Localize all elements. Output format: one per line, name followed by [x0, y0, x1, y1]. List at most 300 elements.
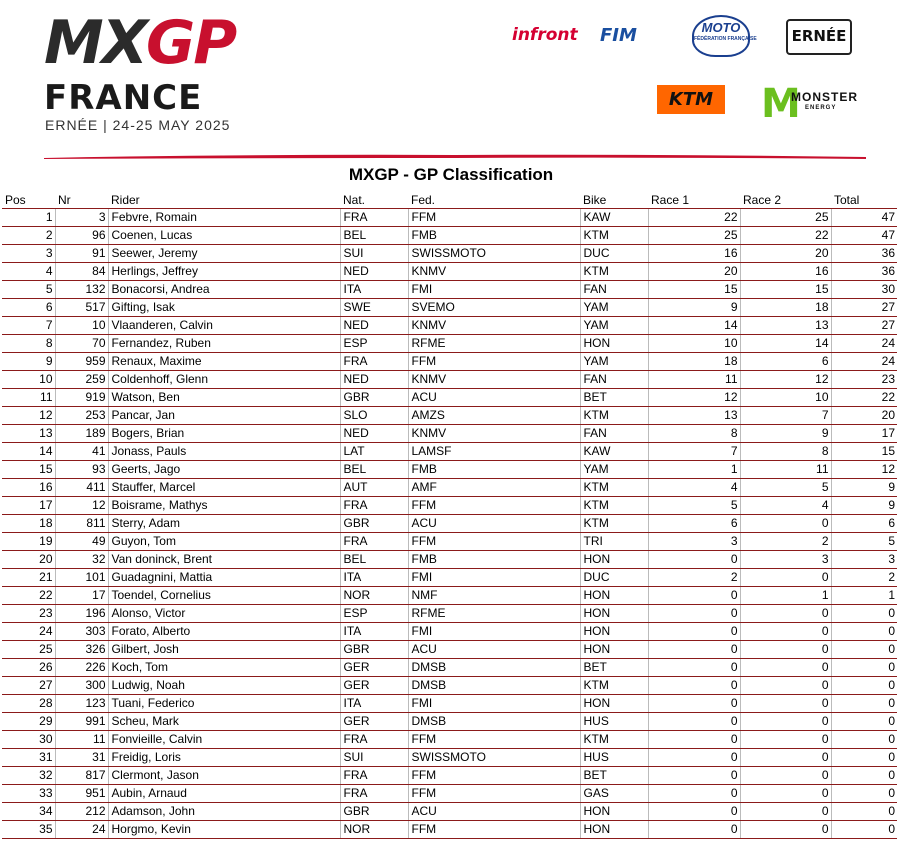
- cell-bike: FAN: [580, 281, 648, 299]
- cell-race2: 2: [740, 533, 831, 551]
- table-header-row: [2, 192, 897, 209]
- table-row: [2, 569, 897, 587]
- cell-nr: 17: [55, 587, 108, 605]
- cell-total: 5: [831, 533, 897, 551]
- cell-nr: 326: [55, 641, 108, 659]
- cell-bike: YAM: [580, 353, 648, 371]
- col-header-race2: Race 2: [740, 192, 831, 209]
- cell-bike: HON: [580, 821, 648, 839]
- ffm-logo-subtext: FÉDÉRATION FRANÇAISE: [694, 36, 757, 42]
- cell-pos: 23: [2, 605, 55, 623]
- cell-fed: SWISSMOTO: [408, 245, 580, 263]
- cell-race2: 11: [740, 461, 831, 479]
- cell-bike: BET: [580, 659, 648, 677]
- cell-race1: 2: [648, 569, 740, 587]
- infront-logo: infront: [512, 25, 578, 45]
- cell-race2: 0: [740, 641, 831, 659]
- cell-nat: ESP: [340, 605, 408, 623]
- cell-bike: DUC: [580, 245, 648, 263]
- cell-rider: Freidig, Loris: [108, 749, 340, 767]
- cell-race1: 0: [648, 587, 740, 605]
- cell-nr: 253: [55, 407, 108, 425]
- cell-race2: 0: [740, 515, 831, 533]
- cell-fed: FFM: [408, 533, 580, 551]
- cell-fed: DMSB: [408, 713, 580, 731]
- cell-race2: 0: [740, 623, 831, 641]
- cell-bike: KAW: [580, 209, 648, 227]
- cell-nat: FRA: [340, 785, 408, 803]
- cell-fed: KNMV: [408, 263, 580, 281]
- cell-race2: 0: [740, 731, 831, 749]
- cell-nr: 31: [55, 749, 108, 767]
- cell-fed: FMB: [408, 227, 580, 245]
- cell-rider: Fernandez, Ruben: [108, 335, 340, 353]
- cell-pos: 21: [2, 569, 55, 587]
- cell-nat: BEL: [340, 227, 408, 245]
- table-row: [2, 623, 897, 641]
- cell-bike: HUS: [580, 713, 648, 731]
- cell-nr: 959: [55, 353, 108, 371]
- cell-nat: SUI: [340, 749, 408, 767]
- cell-pos: 14: [2, 443, 55, 461]
- cell-bike: KTM: [580, 497, 648, 515]
- cell-total: 36: [831, 263, 897, 281]
- cell-fed: SVEMO: [408, 299, 580, 317]
- cell-nr: 919: [55, 389, 108, 407]
- cell-race1: 6: [648, 515, 740, 533]
- cell-bike: TRI: [580, 533, 648, 551]
- cell-rider: Scheu, Mark: [108, 713, 340, 731]
- cell-fed: AMF: [408, 479, 580, 497]
- cell-pos: 12: [2, 407, 55, 425]
- cell-race1: 14: [648, 317, 740, 335]
- cell-nat: NOR: [340, 587, 408, 605]
- cell-race1: 5: [648, 497, 740, 515]
- cell-total: 0: [831, 677, 897, 695]
- cell-fed: KNMV: [408, 371, 580, 389]
- cell-race1: 0: [648, 605, 740, 623]
- cell-rider: Aubin, Arnaud: [108, 785, 340, 803]
- cell-race2: 0: [740, 659, 831, 677]
- monster-energy-logo: [761, 80, 857, 128]
- cell-bike: YAM: [580, 317, 648, 335]
- cell-pos: 1: [2, 209, 55, 227]
- cell-race2: 20: [740, 245, 831, 263]
- cell-total: 0: [831, 659, 897, 677]
- table-row: [2, 281, 897, 299]
- cell-race1: 22: [648, 209, 740, 227]
- table-row: [2, 299, 897, 317]
- cell-race2: 0: [740, 767, 831, 785]
- cell-rider: Vlaanderen, Calvin: [108, 317, 340, 335]
- cell-nat: FRA: [340, 497, 408, 515]
- cell-race2: 0: [740, 785, 831, 803]
- table-row: [2, 443, 897, 461]
- cell-pos: 31: [2, 749, 55, 767]
- cell-race1: 0: [648, 767, 740, 785]
- cell-race1: 0: [648, 641, 740, 659]
- cell-nr: 951: [55, 785, 108, 803]
- cell-nat: NED: [340, 371, 408, 389]
- cell-bike: HON: [580, 803, 648, 821]
- cell-nr: 132: [55, 281, 108, 299]
- cell-total: 9: [831, 479, 897, 497]
- cell-total: 0: [831, 749, 897, 767]
- cell-fed: FMI: [408, 695, 580, 713]
- cell-nr: 24: [55, 821, 108, 839]
- cell-race2: 22: [740, 227, 831, 245]
- cell-nr: 226: [55, 659, 108, 677]
- table-row: [2, 479, 897, 497]
- cell-race1: 0: [648, 803, 740, 821]
- cell-race1: 7: [648, 443, 740, 461]
- cell-pos: 27: [2, 677, 55, 695]
- cell-bike: HON: [580, 551, 648, 569]
- cell-nr: 49: [55, 533, 108, 551]
- cell-race1: 1: [648, 461, 740, 479]
- table-row: [2, 713, 897, 731]
- cell-bike: HUS: [580, 749, 648, 767]
- cell-fed: FMB: [408, 461, 580, 479]
- table-row: [2, 461, 897, 479]
- cell-nat: ITA: [340, 623, 408, 641]
- table-row: [2, 371, 897, 389]
- col-header-nat: Nat.: [340, 192, 408, 209]
- monster-subtext: ENERGY: [805, 105, 837, 111]
- cell-bike: KTM: [580, 731, 648, 749]
- cell-total: 3: [831, 551, 897, 569]
- cell-fed: LAMSF: [408, 443, 580, 461]
- cell-pos: 9: [2, 353, 55, 371]
- cell-nat: GER: [340, 713, 408, 731]
- cell-race2: 1: [740, 587, 831, 605]
- cell-race2: 12: [740, 371, 831, 389]
- cell-bike: HON: [580, 641, 648, 659]
- table-row: [2, 497, 897, 515]
- cell-rider: Bogers, Brian: [108, 425, 340, 443]
- cell-nat: GER: [340, 677, 408, 695]
- cell-race2: 25: [740, 209, 831, 227]
- event-country: FRANCE: [44, 78, 203, 118]
- cell-race1: 10: [648, 335, 740, 353]
- cell-nat: ESP: [340, 335, 408, 353]
- cell-race2: 7: [740, 407, 831, 425]
- cell-rider: Sterry, Adam: [108, 515, 340, 533]
- cell-total: 0: [831, 821, 897, 839]
- cell-total: 6: [831, 515, 897, 533]
- table-row: [2, 767, 897, 785]
- cell-rider: Pancar, Jan: [108, 407, 340, 425]
- cell-total: 15: [831, 443, 897, 461]
- cell-nat: FRA: [340, 353, 408, 371]
- cell-rider: Adamson, John: [108, 803, 340, 821]
- cell-nr: 991: [55, 713, 108, 731]
- cell-fed: AMZS: [408, 407, 580, 425]
- cell-race1: 0: [648, 713, 740, 731]
- cell-nr: 11: [55, 731, 108, 749]
- cell-nat: NED: [340, 425, 408, 443]
- col-header-rider: Rider: [108, 192, 340, 209]
- cell-fed: FMB: [408, 551, 580, 569]
- cell-nat: AUT: [340, 479, 408, 497]
- cell-race2: 4: [740, 497, 831, 515]
- cell-pos: 28: [2, 695, 55, 713]
- cell-race2: 0: [740, 821, 831, 839]
- cell-rider: Bonacorsi, Andrea: [108, 281, 340, 299]
- cell-rider: Coenen, Lucas: [108, 227, 340, 245]
- cell-rider: Guadagnini, Mattia: [108, 569, 340, 587]
- cell-bike: GAS: [580, 785, 648, 803]
- table-body: [2, 209, 897, 839]
- monster-wordmark: MONSTER: [791, 90, 858, 104]
- header-divider: [44, 154, 866, 160]
- table-row: [2, 803, 897, 821]
- cell-rider: Tuani, Federico: [108, 695, 340, 713]
- cell-race1: 9: [648, 299, 740, 317]
- cell-nr: 817: [55, 767, 108, 785]
- cell-total: 47: [831, 209, 897, 227]
- cell-fed: FMI: [408, 281, 580, 299]
- cell-nat: SUI: [340, 245, 408, 263]
- cell-nr: 70: [55, 335, 108, 353]
- cell-nat: ITA: [340, 281, 408, 299]
- cell-pos: 7: [2, 317, 55, 335]
- cell-total: 0: [831, 767, 897, 785]
- cell-rider: Gifting, Isak: [108, 299, 340, 317]
- cell-pos: 35: [2, 821, 55, 839]
- cell-nat: GBR: [340, 803, 408, 821]
- cell-nat: BEL: [340, 551, 408, 569]
- cell-fed: ACU: [408, 515, 580, 533]
- ernee-logo: ERNÉE: [786, 19, 852, 55]
- cell-nat: GBR: [340, 389, 408, 407]
- cell-nat: GBR: [340, 641, 408, 659]
- cell-rider: Renaux, Maxime: [108, 353, 340, 371]
- cell-race2: 6: [740, 353, 831, 371]
- cell-pos: 30: [2, 731, 55, 749]
- table-row: [2, 749, 897, 767]
- cell-bike: KTM: [580, 677, 648, 695]
- cell-rider: Koch, Tom: [108, 659, 340, 677]
- cell-bike: HON: [580, 605, 648, 623]
- ktm-logo: KTM: [657, 85, 725, 114]
- cell-nat: NED: [340, 317, 408, 335]
- cell-nat: FRA: [340, 767, 408, 785]
- col-header-total: Total: [831, 192, 897, 209]
- cell-bike: BET: [580, 767, 648, 785]
- cell-total: 27: [831, 299, 897, 317]
- cell-race1: 25: [648, 227, 740, 245]
- cell-fed: FFM: [408, 353, 580, 371]
- cell-pos: 8: [2, 335, 55, 353]
- table-row: [2, 353, 897, 371]
- cell-race1: 12: [648, 389, 740, 407]
- cell-total: 23: [831, 371, 897, 389]
- cell-nr: 811: [55, 515, 108, 533]
- cell-total: 2: [831, 569, 897, 587]
- table-row: [2, 317, 897, 335]
- table-row: [2, 335, 897, 353]
- ffm-logo: [692, 15, 757, 57]
- cell-rider: Gilbert, Josh: [108, 641, 340, 659]
- cell-nr: 196: [55, 605, 108, 623]
- cell-rider: Guyon, Tom: [108, 533, 340, 551]
- cell-rider: Horgmo, Kevin: [108, 821, 340, 839]
- cell-bike: YAM: [580, 461, 648, 479]
- cell-pos: 22: [2, 587, 55, 605]
- cell-rider: Seewer, Jeremy: [108, 245, 340, 263]
- table-row: [2, 263, 897, 281]
- cell-nr: 189: [55, 425, 108, 443]
- cell-fed: RFME: [408, 335, 580, 353]
- cell-total: 0: [831, 803, 897, 821]
- cell-race2: 14: [740, 335, 831, 353]
- cell-race2: 0: [740, 713, 831, 731]
- cell-fed: FFM: [408, 785, 580, 803]
- cell-race2: 0: [740, 749, 831, 767]
- cell-fed: ACU: [408, 389, 580, 407]
- cell-rider: Van doninck, Brent: [108, 551, 340, 569]
- cell-race2: 18: [740, 299, 831, 317]
- cell-nr: 93: [55, 461, 108, 479]
- cell-race2: 13: [740, 317, 831, 335]
- cell-total: 27: [831, 317, 897, 335]
- cell-bike: HON: [580, 335, 648, 353]
- cell-race2: 5: [740, 479, 831, 497]
- cell-fed: FFM: [408, 767, 580, 785]
- cell-nat: NOR: [340, 821, 408, 839]
- cell-race1: 8: [648, 425, 740, 443]
- cell-race1: 0: [648, 749, 740, 767]
- cell-total: 24: [831, 335, 897, 353]
- cell-total: 0: [831, 731, 897, 749]
- cell-nr: 123: [55, 695, 108, 713]
- cell-nr: 91: [55, 245, 108, 263]
- cell-nat: GER: [340, 659, 408, 677]
- cell-race1: 20: [648, 263, 740, 281]
- cell-race2: 0: [740, 695, 831, 713]
- cell-race1: 0: [648, 821, 740, 839]
- cell-pos: 17: [2, 497, 55, 515]
- cell-pos: 13: [2, 425, 55, 443]
- cell-fed: DMSB: [408, 659, 580, 677]
- cell-fed: FFM: [408, 731, 580, 749]
- table-row: [2, 821, 897, 839]
- cell-total: 30: [831, 281, 897, 299]
- table-row: [2, 731, 897, 749]
- table-row: [2, 407, 897, 425]
- cell-bike: YAM: [580, 299, 648, 317]
- cell-fed: FMI: [408, 569, 580, 587]
- cell-bike: FAN: [580, 425, 648, 443]
- cell-nr: 101: [55, 569, 108, 587]
- col-header-nr: Nr: [55, 192, 108, 209]
- cell-nr: 300: [55, 677, 108, 695]
- cell-pos: 15: [2, 461, 55, 479]
- cell-total: 9: [831, 497, 897, 515]
- cell-rider: Geerts, Jago: [108, 461, 340, 479]
- cell-fed: SWISSMOTO: [408, 749, 580, 767]
- col-header-race1: Race 1: [648, 192, 740, 209]
- cell-fed: KNMV: [408, 317, 580, 335]
- cell-total: 24: [831, 353, 897, 371]
- cell-bike: FAN: [580, 371, 648, 389]
- logo-gp-text: GP: [145, 8, 236, 78]
- cell-nr: 32: [55, 551, 108, 569]
- cell-rider: Jonass, Pauls: [108, 443, 340, 461]
- cell-rider: Forato, Alberto: [108, 623, 340, 641]
- cell-race1: 0: [648, 677, 740, 695]
- cell-pos: 26: [2, 659, 55, 677]
- logo-mx-text: MX: [44, 8, 146, 78]
- cell-race2: 0: [740, 677, 831, 695]
- cell-race1: 18: [648, 353, 740, 371]
- cell-nr: 10: [55, 317, 108, 335]
- table-row: [2, 425, 897, 443]
- cell-rider: Stauffer, Marcel: [108, 479, 340, 497]
- cell-bike: KTM: [580, 263, 648, 281]
- cell-bike: KTM: [580, 479, 648, 497]
- cell-race1: 0: [648, 695, 740, 713]
- table-row: [2, 677, 897, 695]
- table-row: [2, 227, 897, 245]
- cell-fed: FFM: [408, 497, 580, 515]
- cell-total: 0: [831, 641, 897, 659]
- cell-bike: BET: [580, 389, 648, 407]
- cell-race1: 0: [648, 785, 740, 803]
- cell-rider: Febvre, Romain: [108, 209, 340, 227]
- cell-total: 12: [831, 461, 897, 479]
- cell-total: 36: [831, 245, 897, 263]
- cell-race1: 0: [648, 551, 740, 569]
- cell-nat: FRA: [340, 209, 408, 227]
- cell-nat: SWE: [340, 299, 408, 317]
- cell-fed: FFM: [408, 209, 580, 227]
- table-row: [2, 785, 897, 803]
- cell-total: 0: [831, 713, 897, 731]
- classification-table: [2, 192, 897, 839]
- cell-total: 17: [831, 425, 897, 443]
- cell-race2: 9: [740, 425, 831, 443]
- cell-race2: 3: [740, 551, 831, 569]
- cell-race1: 0: [648, 623, 740, 641]
- cell-bike: HON: [580, 623, 648, 641]
- cell-pos: 24: [2, 623, 55, 641]
- cell-pos: 10: [2, 371, 55, 389]
- cell-bike: KTM: [580, 515, 648, 533]
- cell-pos: 18: [2, 515, 55, 533]
- cell-nr: 3: [55, 209, 108, 227]
- cell-total: 0: [831, 695, 897, 713]
- cell-rider: Toendel, Cornelius: [108, 587, 340, 605]
- cell-fed: KNMV: [408, 425, 580, 443]
- cell-pos: 32: [2, 767, 55, 785]
- cell-rider: Clermont, Jason: [108, 767, 340, 785]
- cell-pos: 25: [2, 641, 55, 659]
- cell-fed: FFM: [408, 821, 580, 839]
- cell-bike: KTM: [580, 407, 648, 425]
- cell-race1: 0: [648, 731, 740, 749]
- cell-rider: Fonvieille, Calvin: [108, 731, 340, 749]
- cell-nat: BEL: [340, 461, 408, 479]
- cell-race2: 0: [740, 803, 831, 821]
- cell-race2: 10: [740, 389, 831, 407]
- cell-rider: Boisrame, Mathys: [108, 497, 340, 515]
- cell-fed: ACU: [408, 803, 580, 821]
- cell-bike: HON: [580, 587, 648, 605]
- cell-total: 47: [831, 227, 897, 245]
- cell-nr: 12: [55, 497, 108, 515]
